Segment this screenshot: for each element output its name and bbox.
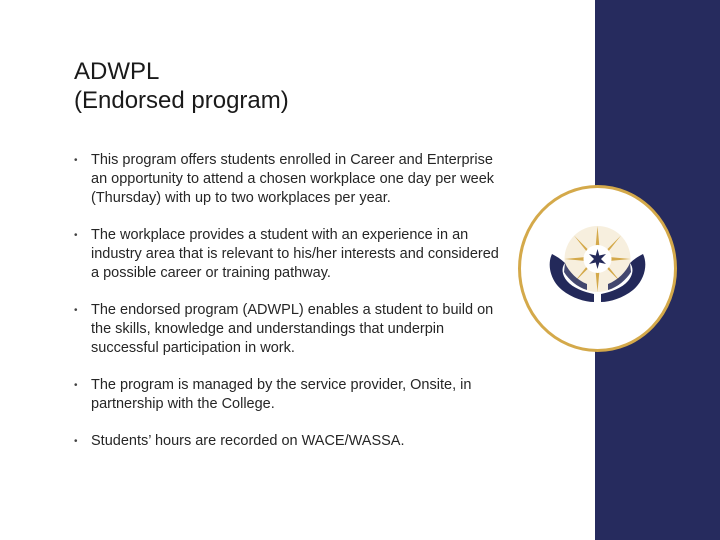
slide-title [74, 57, 289, 115]
bullet-text: The program is managed by the service provider, Onsite, in partnership with the College. [91, 377, 472, 412]
bullet-item [74, 432, 504, 451]
bullet-text: The workplace provides a student with an experience in an industry area that is relevant to his/her interests and considered a possible career or training pathway. [91, 227, 499, 281]
bullet-text: This program offers students enrolled in Career and Enterprise an opportunity to attend a chosen workplace one day per week (Thursday) with up to two workplaces per year. [91, 152, 495, 206]
bullet-mark: • [74, 230, 78, 241]
bullet-mark: • [74, 155, 78, 166]
bullet-text: The endorsed program (ADWPL) enables a student to build on the skills, knowledge and understandings that underpin successful participation in work. [91, 302, 494, 356]
bullet-list [74, 151, 504, 469]
slide-title-line-2: (Endorsed program) [74, 87, 289, 114]
college-logo [517, 184, 678, 353]
bullet-item [74, 301, 504, 358]
bullet-item [74, 376, 504, 414]
bullet-item [74, 151, 504, 208]
college-logo-graphic [517, 184, 678, 353]
bullet-text: Students’ hours are recorded on WACE/WASSA. [91, 433, 405, 449]
bullet-mark: • [74, 436, 78, 447]
slide-title-line-1: ADWPL [74, 58, 160, 85]
bullet-mark: • [74, 305, 78, 316]
bullet-item [74, 226, 504, 283]
bullet-mark: • [74, 380, 78, 391]
